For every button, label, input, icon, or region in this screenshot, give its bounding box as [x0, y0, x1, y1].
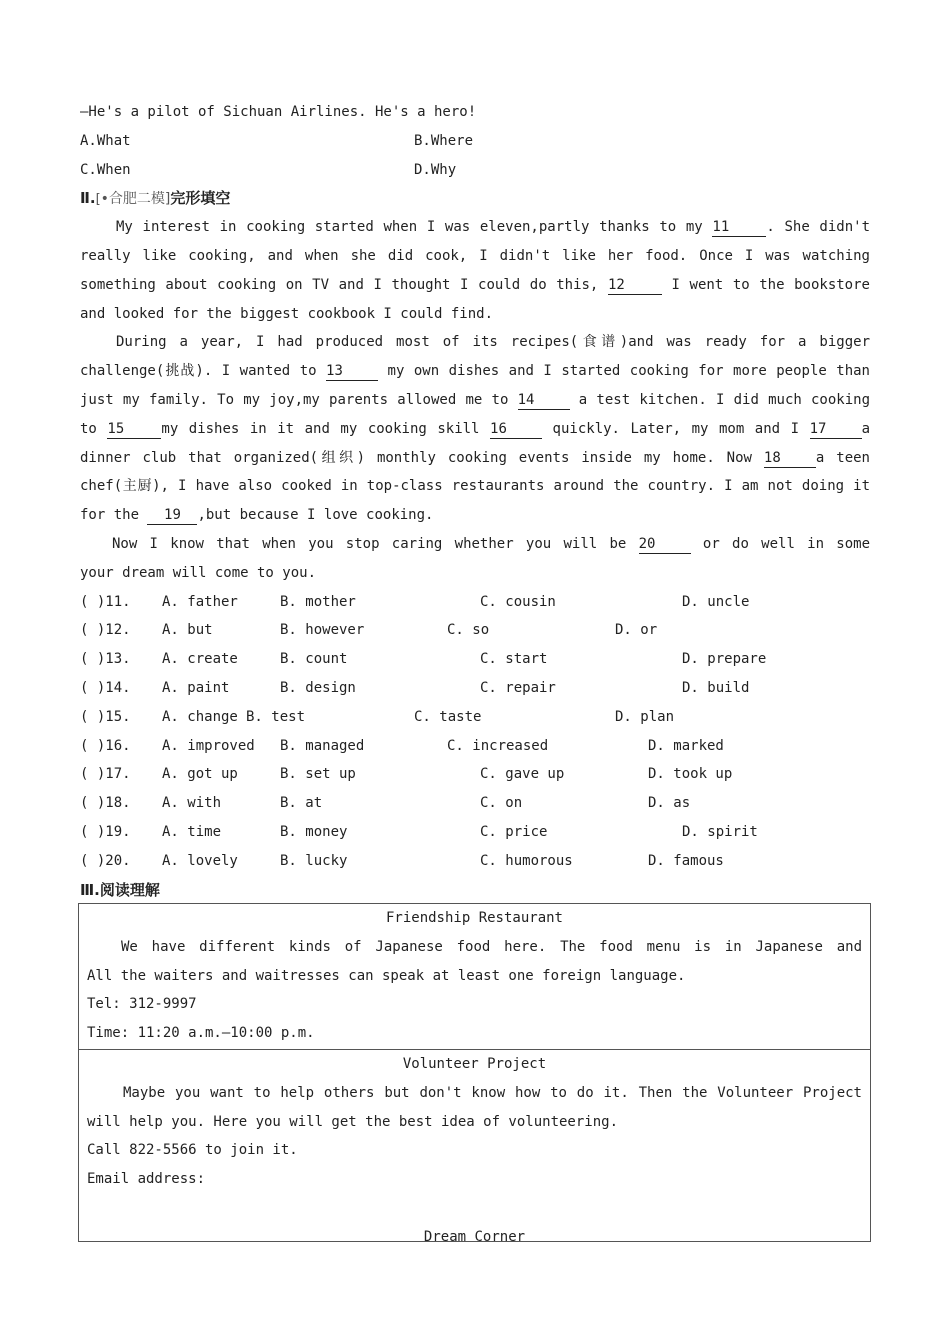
section-2-number: Ⅱ.	[80, 189, 96, 208]
question-row	[80, 789, 870, 818]
option-a: A. with	[162, 795, 222, 812]
option-d: D. as	[648, 795, 691, 812]
option-c: C. so	[447, 622, 490, 639]
ad-title: Friendship Restaurant	[385, 910, 563, 926]
blank-11: 11	[712, 218, 766, 237]
question-row	[80, 760, 870, 789]
question-row	[80, 616, 870, 645]
q10-options-row-1	[80, 127, 870, 156]
option-c: C. repair	[480, 679, 556, 696]
ad-text-line: Maybe you want to help others but don't know how to do it. Then the Volunteer Project	[123, 1084, 862, 1101]
cloze-text: I went to the bookstore	[671, 276, 870, 293]
ad-text-line: All the waiters and waitresses can speak at least one foreign language.	[87, 967, 686, 984]
option-a: A. got up	[162, 766, 238, 783]
blank-19: 19	[147, 506, 197, 525]
cloze-p2-line-7	[80, 501, 870, 530]
option-c: C. taste	[414, 708, 482, 725]
ad-text-line: will help you. Here you will get the best idea of volunteering.	[87, 1113, 619, 1130]
cloze-text: my own dishes and I started cooking for more people than	[387, 363, 870, 380]
option-a: A. time	[162, 823, 222, 840]
cloze-text: to	[80, 420, 97, 437]
ad-title: Volunteer Project	[402, 1056, 547, 1072]
option-b: B. at	[280, 795, 323, 812]
question-row	[80, 588, 870, 617]
option-d: D. took up	[648, 766, 733, 783]
question-number: ( )17.	[80, 766, 131, 783]
ad-text-line: We have different kinds of Japanese food here. The food menu is in Japanese and	[121, 938, 862, 955]
option-d: D. prepare	[682, 651, 767, 668]
question-row	[80, 732, 870, 761]
blank-15: 15	[107, 420, 161, 439]
blank-16: 16	[490, 420, 542, 439]
question-number: ( )12.	[80, 622, 131, 639]
option-b: B. however	[280, 622, 365, 639]
cloze-text: just my family. To my joy,my parents allowed me to	[80, 391, 509, 408]
q10-option-a: A.What	[80, 132, 131, 149]
cloze-text: for the	[80, 507, 140, 524]
cloze-p2-line-1: During a year, I had produced most of its recipes(食谱)and was ready for a bigger	[116, 334, 870, 351]
blank-20: 20	[639, 535, 691, 554]
cloze-p1-line-3	[80, 271, 870, 300]
cloze-p1-line-2: really like cooking, and when she did cook, I didn't like her food. Once I was watching	[80, 247, 870, 264]
option-a: A. paint	[162, 679, 230, 696]
question-number: ( )14.	[80, 679, 131, 696]
cloze-text: quickly. Later, my mom and I	[552, 420, 800, 437]
cloze-text: something about cooking on TV and I thought I could do this,	[80, 276, 599, 293]
question-number: ( )19.	[80, 823, 131, 840]
cloze-p2-line-4	[80, 415, 870, 444]
question-list	[80, 588, 870, 876]
blank-14: 14	[518, 391, 570, 410]
cloze-p1-line-4: and looked for the biggest cookbook I could find.	[80, 305, 494, 322]
question-number: ( )11.	[80, 593, 131, 610]
option-b: B. count	[280, 651, 348, 668]
ad-hours: Time: 11:20 a.m.—10:00 p.m.	[87, 1025, 315, 1042]
option-d: D. marked	[648, 737, 724, 754]
option-c: C. cousin	[480, 593, 556, 610]
question-row	[80, 674, 870, 703]
ad-email: Email address:	[87, 1171, 206, 1188]
option-c: C. increased	[447, 737, 549, 754]
ad-spacer	[87, 1194, 862, 1223]
cloze-p2-line-2	[80, 357, 870, 386]
blank-13: 13	[326, 362, 378, 381]
option-d: D. famous	[648, 852, 724, 869]
ad-box-friendship-restaurant	[78, 903, 871, 1050]
option-a: A. change	[162, 708, 238, 725]
option-d: D. uncle	[682, 593, 750, 610]
cloze-text: My interest in cooking started when I was eleven,partly thanks to my	[116, 219, 703, 236]
option-c: C. price	[480, 823, 548, 840]
q10-options-row-2	[80, 156, 870, 185]
section-2-source-bracket: [	[95, 192, 101, 208]
option-b: B. set up	[280, 766, 356, 783]
cloze-text: ,but because I love cooking.	[197, 507, 434, 524]
option-d: D. plan	[615, 708, 675, 725]
option-d: D. spirit	[682, 823, 758, 840]
option-d: D. or	[615, 622, 658, 639]
cloze-text: or do well in some	[702, 535, 870, 552]
option-a: A. father	[162, 593, 238, 610]
ad-box-volunteer-project	[78, 1049, 871, 1242]
option-c: C. gave up	[480, 766, 565, 783]
section-3-heading: Ⅲ.阅读理解	[80, 880, 160, 899]
question-row	[80, 645, 870, 674]
option-b: B. design	[280, 679, 356, 696]
cloze-text: dinner club that organized(组织) monthly cooking events inside my home. Now	[80, 449, 752, 466]
option-b: B. mother	[280, 593, 356, 610]
cloze-text: . She didn't	[766, 219, 870, 236]
question-number: ( )16.	[80, 737, 131, 754]
option-c: C. humorous	[480, 852, 573, 869]
cloze-text: a test kitchen. I did much cooking	[578, 391, 870, 408]
option-b: B. money	[280, 823, 348, 840]
option-b: B. test	[246, 708, 306, 725]
worksheet-page	[80, 98, 870, 904]
q10-answer-line: —He's a pilot of Sichuan Airlines. He's a hero!	[80, 104, 477, 120]
option-b: B. lucky	[280, 852, 348, 869]
cloze-text: a	[861, 420, 870, 437]
option-b: B. managed	[280, 737, 365, 754]
option-a: A. but	[162, 622, 213, 639]
question-row	[80, 818, 870, 847]
blank-18: 18	[764, 449, 816, 468]
option-d: D. build	[682, 679, 750, 696]
option-a: A. create	[162, 651, 238, 668]
q10-option-c: C.When	[80, 161, 131, 178]
section-2-heading	[80, 184, 870, 213]
question-number: ( )20.	[80, 852, 131, 869]
question-number: ( )15.	[80, 708, 131, 725]
question-row	[80, 847, 870, 876]
cloze-p2-line-3	[80, 386, 870, 415]
cloze-text: challenge(挑战). I wanted to	[80, 363, 317, 380]
option-c: C. start	[480, 651, 548, 668]
q10-option-b: B.Where	[414, 132, 474, 149]
option-a: A. lovely	[162, 852, 238, 869]
question-row	[80, 703, 870, 732]
cloze-text: a teen	[815, 449, 870, 466]
section-2-title: 完形填空	[170, 189, 231, 208]
q10-option-d: D.Why	[414, 161, 457, 178]
cloze-p1-line-1	[80, 213, 870, 242]
cloze-text: my dishes in it and my cooking skill	[161, 420, 480, 437]
cloze-p3-line-1	[80, 530, 870, 559]
ad-phone: Call 822-5566 to join it.	[87, 1142, 298, 1159]
question-number: ( )13.	[80, 651, 131, 668]
cloze-text: Now I know that when you stop caring whether you will be	[112, 535, 627, 552]
cloze-p2-line-5	[80, 444, 870, 473]
next-ad-title: Dream Corner	[423, 1228, 526, 1242]
option-a: A. improved	[162, 737, 255, 754]
cloze-p2-line-6: chef(主厨), I have also cooked in top-class restaurants around the country. I am not doing it	[80, 478, 870, 495]
blank-12: 12	[608, 276, 662, 295]
ad-phone: Tel: 312-9997	[87, 996, 197, 1013]
question-number: ( )18.	[80, 795, 131, 812]
cloze-p3-line-2: your dream will come to you.	[80, 564, 317, 581]
blank-17: 17	[810, 420, 862, 439]
section-2-source: •合肥二模]	[100, 191, 171, 208]
option-c: C. on	[480, 795, 523, 812]
